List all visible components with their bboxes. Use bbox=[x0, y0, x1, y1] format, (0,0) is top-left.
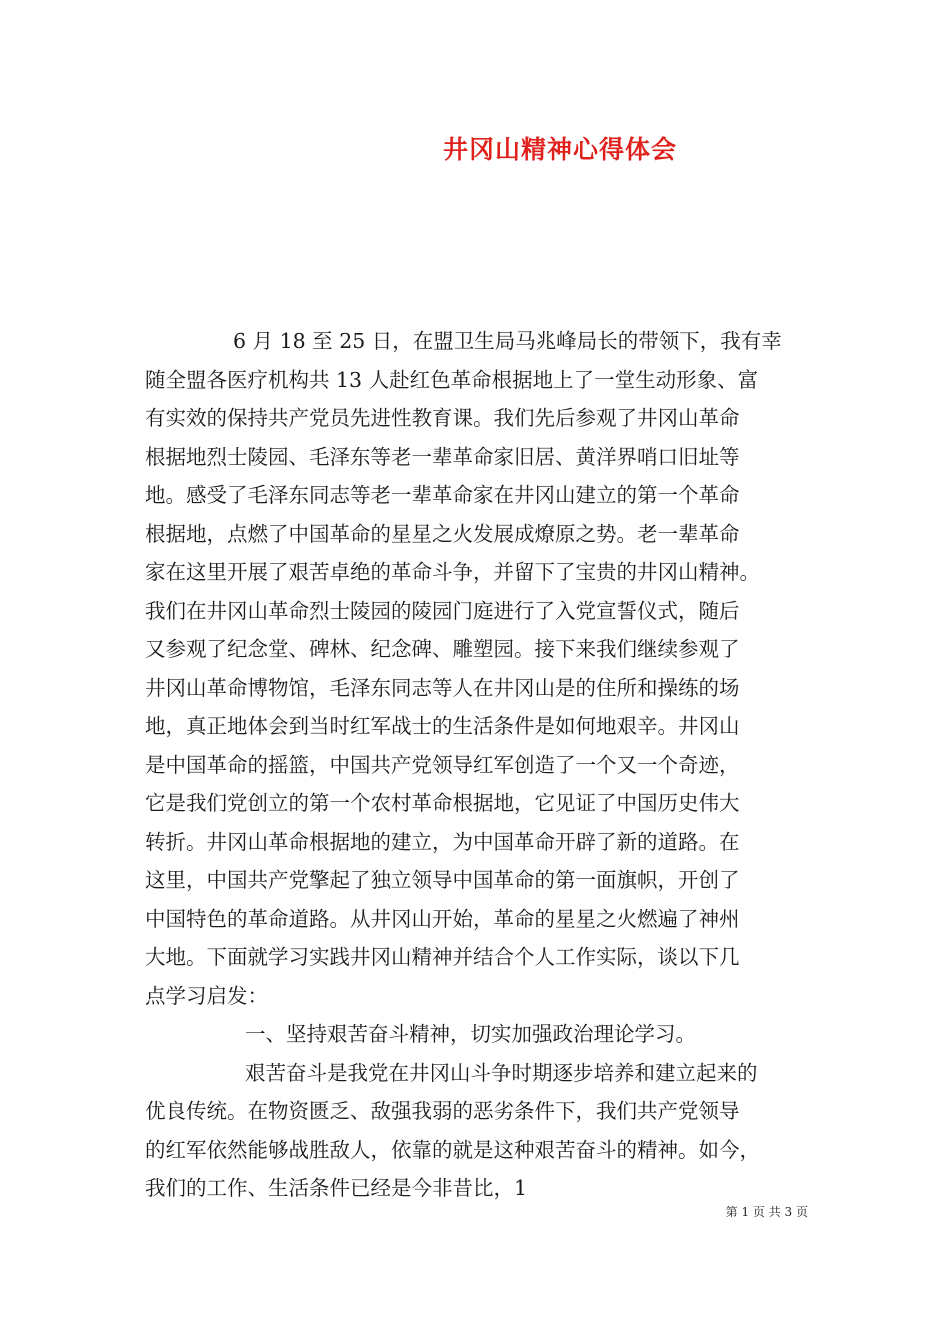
body-line: 我们的工作、生活条件已经是今非昔比，1 bbox=[145, 1176, 528, 1200]
document-body bbox=[145, 322, 810, 1208]
body-line: 是中国革命的摇篮，中国共产党领导红军创造了一个又一个奇迹， bbox=[145, 752, 740, 777]
section-heading: 一、坚持艰苦奋斗精神，切实加强政治理论学习。 bbox=[245, 1022, 696, 1046]
document-title: 井冈山精神心得体会 bbox=[442, 135, 677, 164]
body-line: 这里，中国共产党擎起了独立领导中国革命的第一面旗帜，开创了 bbox=[145, 868, 740, 892]
body-line: 它是我们党创立的第一个农村革命根据地，它见证了中国历史伟大 bbox=[145, 791, 740, 815]
body-line: 艰苦奋斗是我党在井冈山斗争时期逐步培养和建立起来的 bbox=[245, 1060, 758, 1085]
body-line: 家在这里开展了艰苦卓绝的革命斗争，并留下了宝贵的井冈山精神。 bbox=[145, 560, 760, 584]
body-line: 根据地烈士陵园、毛泽东等老一辈革命家旧居、黄洋界哨口旧址等 bbox=[145, 444, 740, 469]
body-line: 有实效的保持共产党员先进性教育课。我们先后参观了井冈山革命 bbox=[145, 406, 740, 430]
body-line: 中国特色的革命道路。从井冈山开始，革命的星星之火燃遍了神州 bbox=[145, 906, 740, 931]
body-line: 点学习启发： bbox=[145, 983, 268, 1008]
body-line: 的红军依然能够战胜敌人，依靠的就是这种艰苦奋斗的精神。如今， bbox=[145, 1137, 760, 1162]
body-line: 井冈山革命博物馆，毛泽东同志等人在井冈山是的住所和操练的场 bbox=[145, 675, 740, 700]
body-line: 优良传统。在物资匮乏、敌强我弱的恶劣条件下，我们共产党领导 bbox=[145, 1099, 740, 1123]
body-line: 根据地，点燃了中国革命的星星之火发展成燎原之势。老一辈革命 bbox=[145, 521, 740, 546]
body-line: 转折。井冈山革命根据地的建立，为中国革命开辟了新的道路。在 bbox=[145, 829, 740, 854]
body-line: 地，真正地体会到当时红军战士的生活条件是如何地艰辛。井冈山 bbox=[145, 714, 740, 738]
body-line: 我们在井冈山革命烈士陵园的陵园门庭进行了入党宣誓仪式，随后 bbox=[145, 598, 740, 623]
body-line: 地。感受了毛泽东同志等老一辈革命家在井冈山建立的第一个革命 bbox=[145, 483, 740, 507]
page-number-footer: 第 1 页 共 3 页 bbox=[725, 1205, 808, 1219]
body-line: 大地。下面就学习实践井冈山精神并结合个人工作实际，谈以下几 bbox=[145, 945, 740, 969]
body-line: 6 月 18 至 25 日，在盟卫生局马兆峰局长的带领下，我有幸 bbox=[233, 329, 782, 353]
body-line: 随全盟各医疗机构共 13 人赴红色革命根据地上了一堂生动形象、富 bbox=[145, 367, 759, 392]
body-line: 又参观了纪念堂、碑林、纪念碑、雕塑园。接下来我们继续参观了 bbox=[145, 637, 740, 661]
